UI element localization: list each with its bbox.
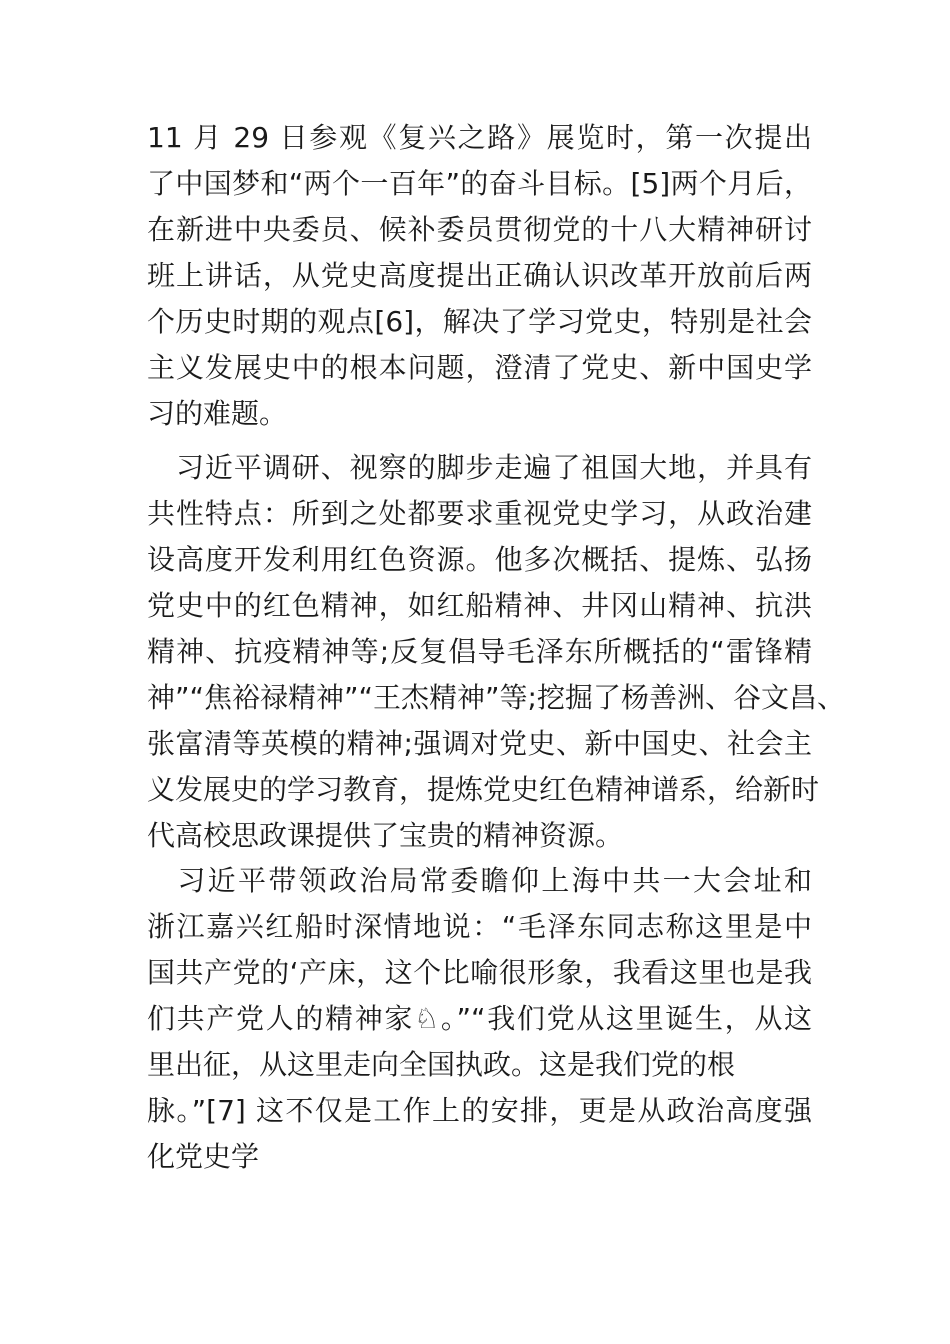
text-line: 张富清等英模的精神;强调对党史、新中国史、社会主 — [147, 727, 812, 760]
paragraph-1 — [147, 115, 812, 437]
text-line: 共性特点：所到之处都要求重视党史学习，从政治建 — [147, 497, 812, 530]
text-line: 化党史学 — [147, 1140, 260, 1173]
text-line: 习近平调研、视察的脚步走遍了祖国大地，并具有 — [147, 451, 812, 484]
text-line: 国共产党的‘产床，这个比喻很形象，我看这里也是我 — [147, 956, 812, 989]
text-line: 神”“焦裕禄精神”“王杰精神”等;挖掘了杨善洲、谷文昌、 — [147, 681, 845, 714]
text-line: 习近平带领政治局常委瞻仰上海中共一大会址和 — [147, 864, 812, 897]
text-line: 设高度开发利用红色资源。他多次概括、提炼、弘扬 — [147, 543, 812, 576]
text-line: 在新进中央委员、候补委员贯彻党的十八大精神研讨 — [147, 213, 812, 246]
text-line: 脉。”[7] 这不仅是工作上的安排，更是从政治高度强 — [147, 1094, 812, 1127]
text-line: 精神、抗疫精神等;反复倡导毛泽东所概括的“雷锋精 — [147, 635, 812, 668]
text-line: 们共产党人的精神家♘。”“我们党从这里诞生，从这 — [147, 1002, 812, 1035]
text-line: 了中国梦和“两个一百年”的奋斗目标。[5]两个月后， — [147, 167, 812, 200]
text-line: 班上讲话，从党史高度提出正确认识改革开放前后两 — [147, 259, 812, 292]
text-line: 党史中的红色精神，如红船精神、井冈山精神、抗洪 — [147, 589, 812, 622]
paragraph-2 — [147, 445, 845, 859]
text-line: 11 月 29 日参观《复兴之路》展览时，第一次提出 — [147, 121, 812, 154]
text-line: 个历史时期的观点[6]，解决了学习党史，特别是社会 — [147, 305, 812, 338]
text-line: 代高校思政课提供了宝贵的精神资源。 — [147, 819, 624, 852]
text-line: 里出征，从这里走向全国执政。这是我们党的根 — [147, 1048, 736, 1081]
text-line: 义发展史的学习教育，提炼党史红色精神谱系，给新时 — [147, 773, 820, 806]
text-line: 主义发展史中的根本问题，澄清了党史、新中国史学 — [147, 351, 812, 384]
paragraph-3 — [147, 858, 812, 1180]
text-line: 习的难题。 — [147, 397, 288, 430]
text-line: 浙江嘉兴红船时深情地说：“毛泽东同志称这里是中 — [147, 910, 812, 943]
